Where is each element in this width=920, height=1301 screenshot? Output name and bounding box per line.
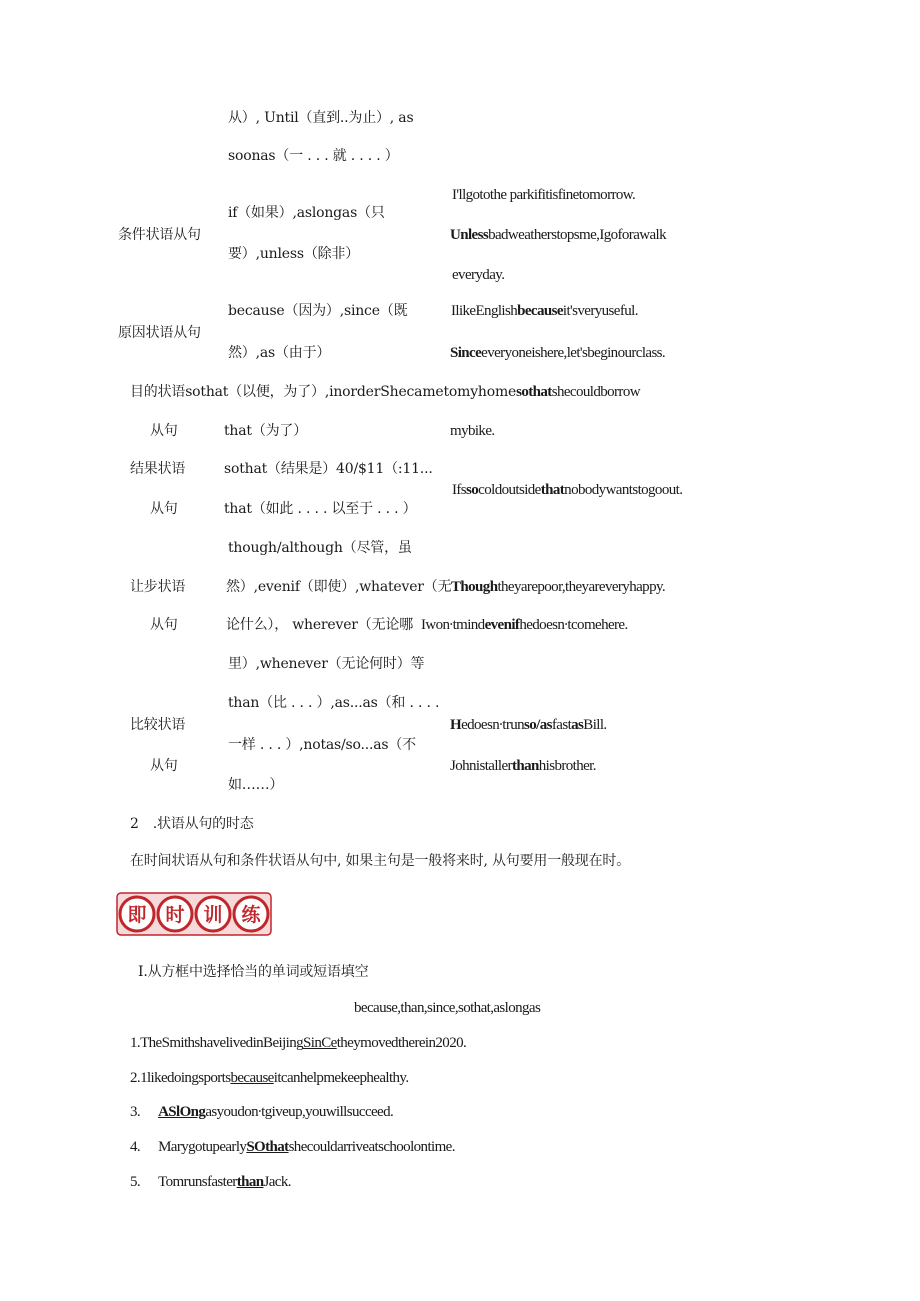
comparison-form-2: 如……） bbox=[228, 777, 284, 793]
exercise-item-4: 4. MarygotupearlySOthatshecouldarriveatschoolontime. bbox=[130, 1139, 455, 1155]
purpose-line-1: 目的状语sothat（以便，为了）,inorderShecametomyhomesothatshecouldborrow bbox=[130, 384, 640, 400]
exercise-item-1: 1.TheSmithshavelivedinBeijingSinCetheymovedtherein2020. bbox=[130, 1035, 467, 1051]
purpose-label-2: 从句 bbox=[150, 423, 178, 439]
exercise-item-2: 2.1likedoingsportsbecauseitcanhelpmekeephealthy. bbox=[130, 1070, 409, 1086]
concession-form-3: 里）,whenever（无论何时）等 bbox=[228, 656, 425, 672]
reason-example-1: IlikeEnglishbecauseit'sveryuseful. bbox=[451, 303, 638, 319]
exercise-item-5: 5. TomrunsfasterthanJack. bbox=[130, 1174, 291, 1190]
condition-form-2: 要）,unless（除非） bbox=[228, 246, 360, 262]
answer-4: SOthat bbox=[246, 1139, 289, 1155]
comparison-form-0: than（比 . . . ）,as...as（和 . . . . bbox=[228, 695, 440, 711]
condition-label: 条件状语从句 bbox=[118, 227, 201, 243]
reason-form-1: because（因为）,since（既 bbox=[228, 303, 408, 319]
result-label-1: 结果状语 bbox=[130, 461, 186, 477]
concession-form-2: 论什么）， wherever（无论哪 bbox=[226, 617, 413, 633]
section2-body: 在时间状语从句和条件状语从句中, 如果主句是一般将来时, 从句要用一般现在时。 bbox=[130, 853, 630, 869]
result-form-2: that（如此 . . . . 以至于 . . . ） bbox=[224, 501, 417, 517]
answer-3: ASlOng bbox=[158, 1104, 206, 1120]
time-clause-form-1: 从）, Until（直到..为止）, as bbox=[228, 110, 414, 126]
result-form-1: sothat（结果是）40/$11（:11... bbox=[224, 461, 433, 477]
exercise-title: I.从方框中选择恰当的单词或短语填空 bbox=[138, 964, 369, 980]
answer-1: SinCe bbox=[303, 1035, 337, 1051]
exercise-item-3: 3. ASlOngasyoudon∙tgiveup,youwillsucceed. bbox=[130, 1104, 394, 1120]
time-clause-form-2: soonas（一 . . . 就 . . . . ） bbox=[228, 148, 399, 164]
comparison-example-2: Johnistallerthanhisbrother. bbox=[450, 758, 596, 774]
condition-example-1: I'llgotothe parkifitisfinetomorrow. bbox=[452, 187, 636, 203]
condition-form-1: if（如果）,aslongas（只 bbox=[228, 205, 385, 221]
concession-example-1: Thoughtheyarepoor,theyareveryhappy. bbox=[451, 579, 666, 595]
badge-char-3: 训 bbox=[203, 904, 223, 926]
condition-example-3: everyday. bbox=[452, 267, 505, 283]
comparison-example-1: Hedoesn∙trunso/asfastasBill. bbox=[450, 717, 607, 733]
result-label-2: 从句 bbox=[150, 501, 178, 517]
badge-char-1: 即 bbox=[127, 904, 147, 926]
comparison-form-1: 一样 . . . ）,notas∕so...as（不 bbox=[228, 737, 416, 753]
badge-char-4: 练 bbox=[241, 904, 261, 926]
concession-form-0: though∕although（尽管，虽 bbox=[228, 540, 412, 556]
concession-example-2: Iwon∙tmindevenifhedoesn∙tcomehere. bbox=[421, 617, 628, 633]
section2-heading: 2 .状语从句的时态 bbox=[130, 816, 254, 832]
condition-example-2: Unlessbadweatherstopsme,Igoforawalk bbox=[450, 227, 667, 243]
badge-char-2: 时 bbox=[165, 904, 185, 926]
concession-label-2: 从句 bbox=[150, 617, 178, 633]
concession-label-1: 让步状语 bbox=[130, 579, 186, 595]
concession-form-1: 然）,evenif（即使）,whatever（无 bbox=[226, 579, 452, 595]
answer-5: than bbox=[236, 1174, 264, 1190]
word-bank: because,than,since,sothat,aslongas bbox=[354, 1000, 541, 1016]
purpose-example-2: mybike. bbox=[450, 423, 495, 439]
result-example: Ifssocoldoutsidethatnobodywantstogoout. bbox=[452, 482, 683, 498]
answer-2: because bbox=[230, 1070, 274, 1086]
reason-label: 原因状语从句 bbox=[118, 325, 201, 341]
practice-badge bbox=[116, 892, 272, 936]
purpose-form-2: that（为了） bbox=[224, 423, 308, 439]
reason-form-2: 然）,as（由于） bbox=[228, 345, 331, 361]
reason-example-2: Sinceeveryoneishere,let'sbeginourclass. bbox=[450, 345, 666, 361]
comparison-label-2: 从句 bbox=[150, 758, 178, 774]
comparison-label-1: 比较状语 bbox=[130, 717, 186, 733]
